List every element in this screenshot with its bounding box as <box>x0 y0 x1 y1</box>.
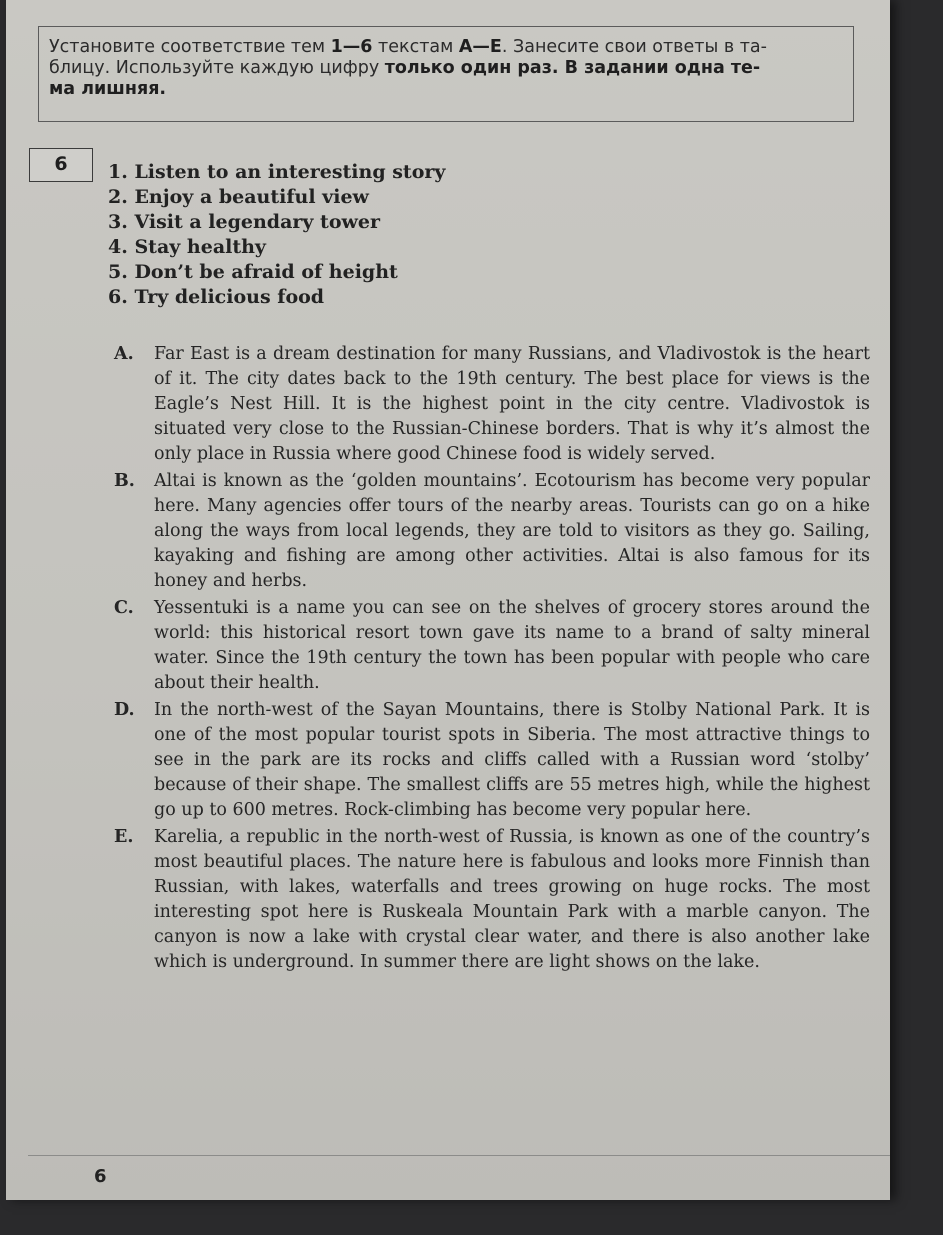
instruction-text: блицу. Используйте каждую цифру <box>49 58 385 78</box>
instruction-bold: ма лишняя. <box>49 79 167 99</box>
instruction-bold: только один раз. В задании одна те- <box>384 58 761 78</box>
entry-letter: B. <box>114 471 135 491</box>
text-list <box>114 342 870 977</box>
topic-list <box>108 160 445 310</box>
topic-item: 1. Listen to an interesting story <box>108 161 446 183</box>
instruction-line-2 <box>49 58 843 79</box>
footer-rule <box>28 1155 890 1156</box>
instruction-line-3 <box>49 79 843 100</box>
topic-item: 6. Try delicious food <box>108 286 325 308</box>
instruction-bold: 1—6 <box>330 37 373 57</box>
text-entry-a <box>114 342 870 467</box>
instruction-box <box>38 26 854 122</box>
entry-body: Yessentuki is a name you can see on the shelves of grocery stores around the world: this historical resort town gave its name to a brand of salty mineral water. Since the 19th century the town has been popular with people who care about their health. <box>154 598 870 693</box>
topic-item: 5. Don’t be afraid of height <box>108 261 398 283</box>
entry-letter: A. <box>114 344 134 364</box>
instruction-text: текстам <box>372 37 459 57</box>
text-entry-b <box>114 469 870 594</box>
entry-body: Altai is known as the ‘golden mountains’. Ecotourism has become very popular here. Many agencies offer tours of the nearby areas. Tourists can go on a hike along the ways from local legends, they are told to visitors as they go. Sailing, kayaking and fishing are among other activities. Altai is also famous for its honey and herbs. <box>154 471 870 591</box>
text-entry-c <box>114 596 870 696</box>
text-entry-e <box>114 825 870 975</box>
instruction-line-1 <box>49 37 843 58</box>
instruction-text: Установите соответствие тем <box>49 37 331 57</box>
text-entry-d <box>114 698 870 823</box>
entry-letter: E. <box>114 827 134 847</box>
page-number: 6 <box>94 1166 107 1187</box>
topic-item: 2. Enjoy a beautiful view <box>108 186 369 208</box>
entry-body: Karelia, a republic in the north-west of Russia, is known as one of the country’s most beautiful places. The nature here is fabulous and looks more Finnish than Russian, with lakes, waterfalls and trees growing on huge rocks. The most interesting spot here is Ruskeala Mountain Park with a marble canyon. The canyon is now a lake with crystal clear water, and there is also another lake which is underground. In summer there are light shows on the lake. <box>154 827 870 972</box>
entry-body: In the north-west of the Sayan Mountains, there is Stolby National Park. It is one of the most popular tourist spots in Siberia. The most attractive things to see in the park are its rocks and cliffs called with a Russian word ‘stolby’ because of their shape. The smallest cliffs are 55 metres high, while the highest go up to 600 metres. Rock-climbing has become very popular here. <box>154 700 870 820</box>
entry-letter: D. <box>114 700 135 720</box>
topic-item: 3. Visit a legendary tower <box>108 211 380 233</box>
instruction-text: . Занесите свои ответы в та- <box>501 37 767 57</box>
instruction-bold: А—Е <box>458 37 502 57</box>
entry-body: Far East is a dream destination for many Russians, and Vladivostok is the heart of it. The city dates back to the 19th century. The best place for views is the Eagle’s Nest Hill. It is the highest point in the city centre. Vladivostok is situated very close to the Russian-Chinese borders. That is why it’s almost the only place in Russia where good Chinese food is widely served. <box>154 344 870 464</box>
task-number-box: 6 <box>29 148 93 182</box>
textbook-page <box>6 0 890 1200</box>
entry-letter: C. <box>114 598 134 618</box>
topic-item: 4. Stay healthy <box>108 236 266 258</box>
